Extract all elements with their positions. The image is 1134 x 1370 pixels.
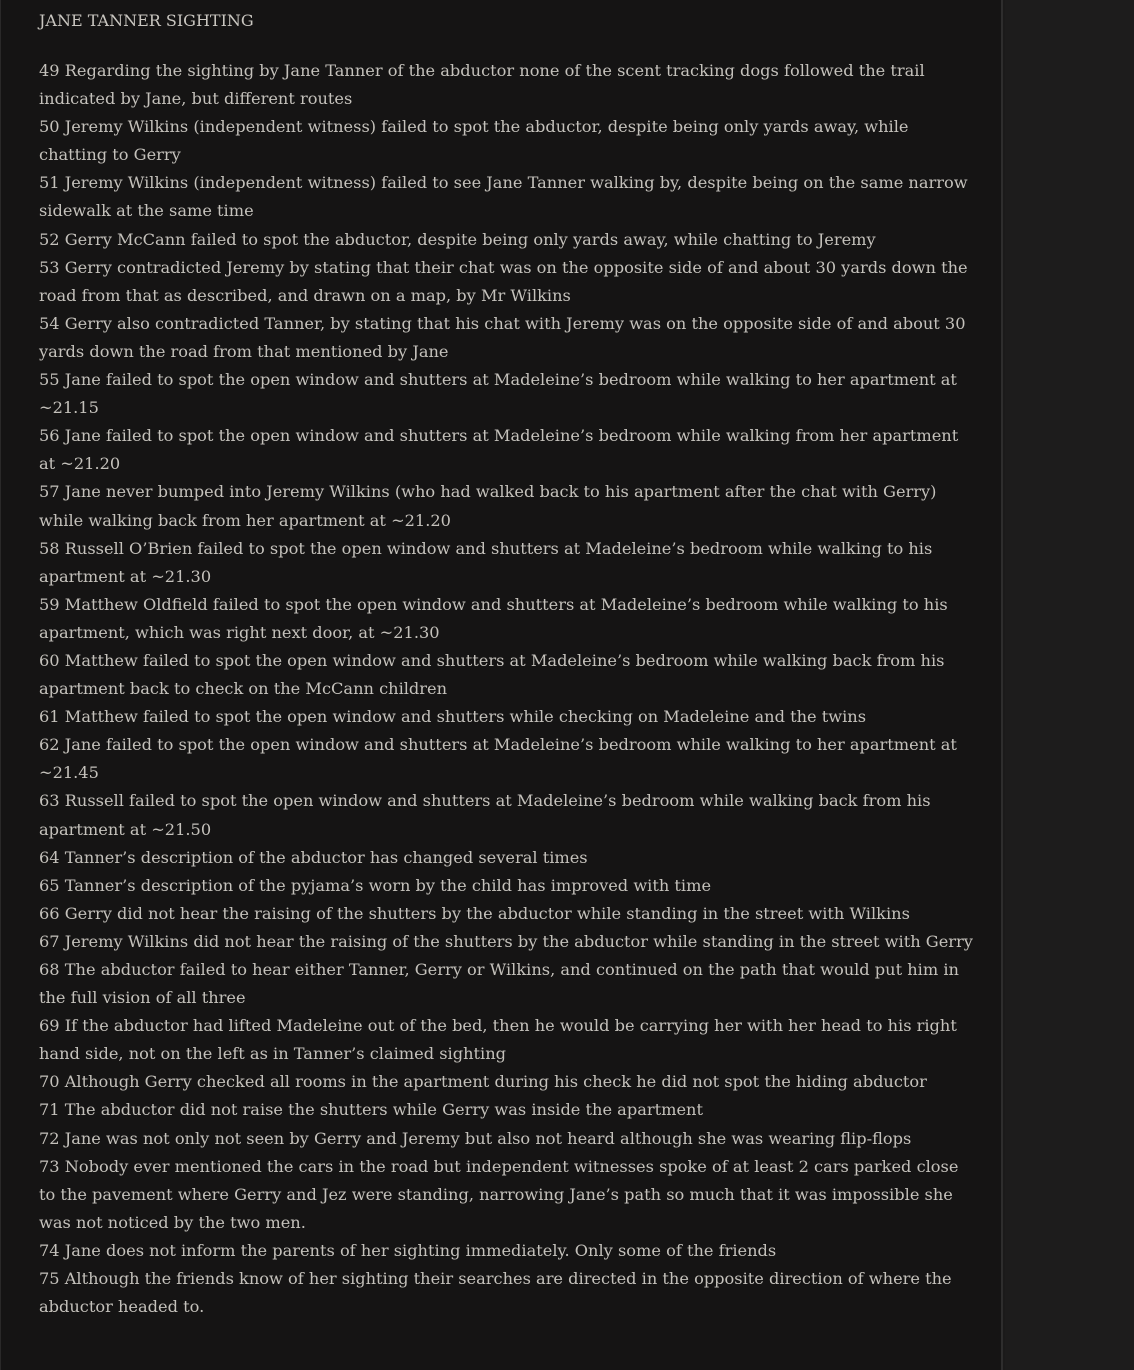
list-item: 69 If the abductor had lifted Madeleine out of the bed, then he would be carrying her with her head to his right hand side, not on the left as in Tanner’s claimed sighting (39, 1016, 957, 1064)
list-item: 65 Tanner’s description of the pyjama’s worn by the child has improved with time (39, 875, 712, 895)
numbered-list (39, 57, 974, 1321)
list-item: 73 Nobody ever mentioned the cars in the road but independent witnesses spoke of at least 2 cars parked close to the pavement where Gerry and Jez were standing, narrowing Jane’s path so much that it was impossible she was not noticed by the two men. (39, 1156, 959, 1232)
list-item: 67 Jeremy Wilkins did not hear the raising of the shutters by the abductor while standing in the street with Gerry (39, 931, 973, 951)
list-item: 71 The abductor did not raise the shutters while Gerry was inside the apartment (39, 1100, 703, 1120)
list-item: 50 Jeremy Wilkins (independent witness) failed to spot the abductor, despite being only yards away, while chatting to Gerry (39, 117, 909, 165)
list-item: 74 Jane does not inform the parents of her sighting immediately. Only some of the friends (39, 1240, 777, 1260)
list-item: 75 Although the friends know of her sighting their searches are directed in the opposite direction of where the abductor headed to. (39, 1269, 952, 1317)
page-title: JANE TANNER SIGHTING (39, 11, 254, 30)
list-item: 58 Russell O’Brien failed to spot the open window and shutters at Madeleine’s bedroom while walking to his apartment at ~21.30 (39, 538, 933, 586)
list-item: 70 Although Gerry checked all rooms in the apartment during his check he did not spot the hiding abductor (39, 1072, 927, 1092)
list-item: 60 Matthew failed to spot the open window and shutters at Madeleine’s bedroom while walking back from his apartment back to check on the McCann children (39, 650, 945, 699)
list-item: 61 Matthew failed to spot the open window and shutters while checking on Madeleine and the twins (39, 707, 867, 727)
list-item: 51 Jeremy Wilkins (independent witness) failed to see Jane Tanner walking by, despite being on the same narrow sidewalk at the same time (39, 173, 968, 221)
side-panel (1005, 0, 1134, 1370)
list-item: 52 Gerry McCann failed to spot the abductor, despite being only yards away, while chatting to Jeremy (39, 229, 876, 249)
list-item: 72 Jane was not only not seen by Gerry and Jeremy but also not heard although she was wearing flip-flops (39, 1128, 912, 1148)
list-item: 57 Jane never bumped into Jeremy Wilkins (who had walked back to his apartment after the chat with Gerry) while walking back from her apartment at ~21.20 (39, 482, 937, 530)
list-item: 62 Jane failed to spot the open window and shutters at Madeleine’s bedroom while walking to her apartment at ~21.45 (39, 735, 957, 783)
list-item: 53 Gerry contradicted Jeremy by stating that their chat was on the opposite side of and about 30 yards down the road from that as described, and drawn on a map, by Mr Wilkins (39, 257, 968, 305)
list-item: 59 Matthew Oldfield failed to spot the open window and shutters at Madeleine’s bedroom while walking to his apartment, which was right next door, at ~21.30 (39, 594, 948, 642)
list-item: 55 Jane failed to spot the open window and shutters at Madeleine’s bedroom while walking to her apartment at ~21.15 (39, 370, 957, 418)
list-item: 56 Jane failed to spot the open window and shutters at Madeleine’s bedroom while walking from her apartment at ~21.20 (39, 426, 959, 474)
list-item: 64 Tanner’s description of the abductor has changed several times (39, 847, 588, 867)
list-item: 63 Russell failed to spot the open window and shutters at Madeleine’s bedroom while walking back from his apartment at ~21.50 (39, 791, 931, 839)
list-item: 68 The abductor failed to hear either Tanner, Gerry or Wilkins, and continued on the path that would put him in the full vision of all three (39, 960, 959, 1008)
list-item: 49 Regarding the sighting by Jane Tanner of the abductor none of the scent tracking dogs followed the trail indicated by Jane, but different routes (39, 61, 925, 109)
list-item: 54 Gerry also contradicted Tanner, by stating that his chat with Jeremy was on the opposite side of and about 30 yards down the road from that mentioned by Jane (39, 313, 966, 361)
list-item: 66 Gerry did not hear the raising of the shutters by the abductor while standing in the street with Wilkins (39, 903, 910, 923)
